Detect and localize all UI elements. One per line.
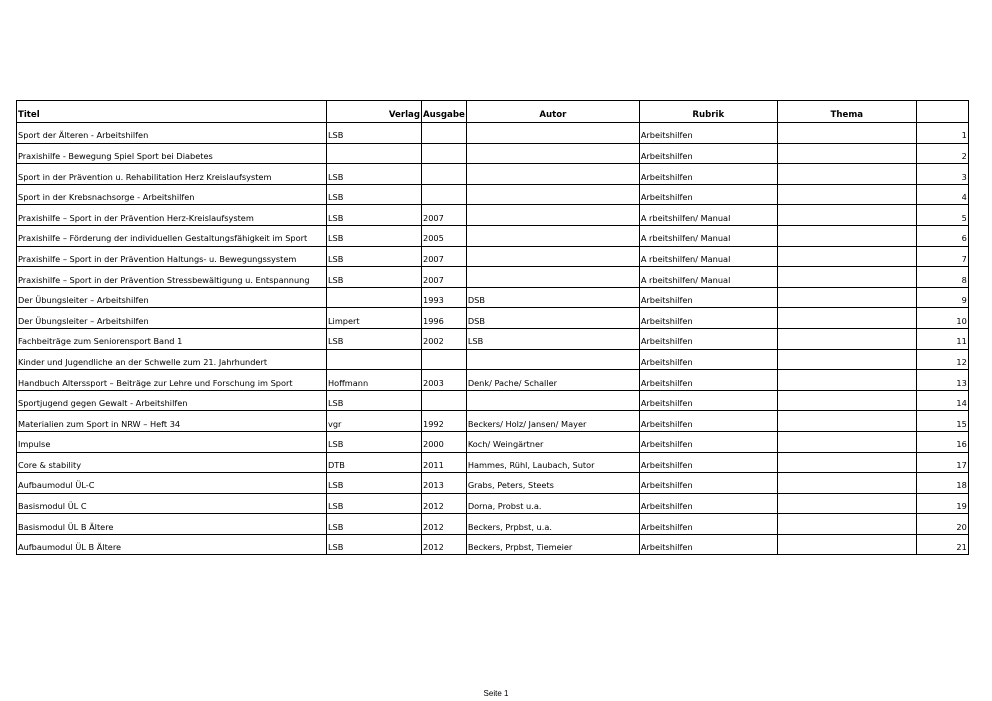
col-header-autor: Autor (466, 101, 639, 123)
cell-rubrik: Arbeitshilfen (639, 349, 777, 370)
cell-rubrik: Arbeitshilfen (639, 493, 777, 514)
cell-title: Der Übungsleiter – Arbeitshilfen (17, 287, 327, 308)
cell-rubrik: Arbeitshilfen (639, 287, 777, 308)
cell-nr: 18 (916, 473, 968, 494)
cell-thema (777, 493, 916, 514)
cell-autor (466, 246, 639, 267)
table-row (17, 184, 969, 205)
cell-title: Kinder und Jugendliche an der Schwelle zum 21. Jahrhundert (17, 349, 327, 370)
cell-rubrik: Arbeitshilfen (639, 534, 777, 555)
cell-title: Der Übungsleiter – Arbeitshilfen (17, 308, 327, 329)
cell-rubrik: A rbeitshilfen/ Manual (639, 205, 777, 226)
cell-nr: 1 (916, 123, 968, 144)
cell-autor (466, 267, 639, 288)
cell-verlag: LSB (327, 267, 422, 288)
cell-verlag: LSB (327, 390, 422, 411)
cell-autor (466, 205, 639, 226)
cell-autor (466, 143, 639, 164)
cell-nr: 8 (916, 267, 968, 288)
cell-nr: 10 (916, 308, 968, 329)
cell-nr: 21 (916, 534, 968, 555)
cell-verlag (327, 287, 422, 308)
cell-nr: 3 (916, 164, 968, 185)
cell-ausgabe: 2012 (422, 493, 467, 514)
cell-autor: Hammes, Rühl, Laubach, Sutor (466, 452, 639, 473)
cell-autor (466, 349, 639, 370)
cell-title: Impulse (17, 431, 327, 452)
table-row (17, 452, 969, 473)
cell-verlag: LSB (327, 493, 422, 514)
cell-thema (777, 287, 916, 308)
cell-verlag: vgr (327, 411, 422, 432)
cell-thema (777, 225, 916, 246)
cell-ausgabe: 2003 (422, 370, 467, 391)
table-row (17, 370, 969, 391)
table-row (17, 349, 969, 370)
cell-rubrik: Arbeitshilfen (639, 308, 777, 329)
cell-autor: Koch/ Weingärtner (466, 431, 639, 452)
cell-nr: 6 (916, 225, 968, 246)
cell-nr: 4 (916, 184, 968, 205)
cell-ausgabe: 2007 (422, 205, 467, 226)
cell-rubrik: Arbeitshilfen (639, 390, 777, 411)
cell-title: Handbuch Alterssport – Beiträge zur Lehre und Forschung im Sport (17, 370, 327, 391)
cell-nr: 14 (916, 390, 968, 411)
cell-title: Sport in der Prävention u. Rehabilitation Herz Kreislaufsystem (17, 164, 327, 185)
cell-autor (466, 184, 639, 205)
cell-title: Aufbaumodul ÜL-C (17, 473, 327, 494)
cell-rubrik: Arbeitshilfen (639, 411, 777, 432)
cell-autor (466, 164, 639, 185)
cell-thema (777, 452, 916, 473)
cell-thema (777, 164, 916, 185)
cell-verlag: Limpert (327, 308, 422, 329)
cell-rubrik: Arbeitshilfen (639, 184, 777, 205)
cell-verlag (327, 349, 422, 370)
cell-ausgabe: 2005 (422, 225, 467, 246)
table-row (17, 164, 969, 185)
cell-title: Sport der Älteren - Arbeitshilfen (17, 123, 327, 144)
cell-rubrik: A rbeitshilfen/ Manual (639, 267, 777, 288)
cell-autor: Beckers/ Holz/ Jansen/ Mayer (466, 411, 639, 432)
cell-verlag (327, 143, 422, 164)
cell-verlag: LSB (327, 328, 422, 349)
cell-rubrik: Arbeitshilfen (639, 473, 777, 494)
cell-thema (777, 534, 916, 555)
cell-verlag: LSB (327, 473, 422, 494)
cell-verlag: LSB (327, 225, 422, 246)
cell-ausgabe: 2012 (422, 534, 467, 555)
cell-nr: 2 (916, 143, 968, 164)
cell-ausgabe: 2002 (422, 328, 467, 349)
cell-autor: DSB (466, 308, 639, 329)
cell-verlag: LSB (327, 164, 422, 185)
cell-autor (466, 390, 639, 411)
cell-rubrik: Arbeitshilfen (639, 431, 777, 452)
cell-thema (777, 431, 916, 452)
cell-autor: LSB (466, 328, 639, 349)
table-row (17, 123, 969, 144)
cell-thema (777, 184, 916, 205)
cell-rubrik: A rbeitshilfen/ Manual (639, 225, 777, 246)
table-row (17, 534, 969, 555)
cell-thema (777, 349, 916, 370)
col-header-ausgabe: Ausgabe (422, 101, 467, 123)
cell-autor (466, 225, 639, 246)
cell-thema (777, 411, 916, 432)
cell-ausgabe: 1992 (422, 411, 467, 432)
table-row (17, 205, 969, 226)
cell-nr: 20 (916, 514, 968, 535)
cell-autor: Dorna, Probst u.a. (466, 493, 639, 514)
table-row (17, 473, 969, 494)
cell-ausgabe: 2013 (422, 473, 467, 494)
cell-title: Praxishilfe – Sport in der Prävention Stressbewältigung u. Entspannung (17, 267, 327, 288)
table-row (17, 143, 969, 164)
table-row (17, 431, 969, 452)
cell-title: Materialien zum Sport in NRW – Heft 34 (17, 411, 327, 432)
cell-nr: 11 (916, 328, 968, 349)
cell-ausgabe: 2007 (422, 267, 467, 288)
cell-rubrik: A rbeitshilfen/ Manual (639, 246, 777, 267)
cell-thema (777, 123, 916, 144)
cell-ausgabe (422, 349, 467, 370)
cell-rubrik: Arbeitshilfen (639, 328, 777, 349)
cell-nr: 17 (916, 452, 968, 473)
col-header-verlag: Verlag (327, 101, 422, 123)
cell-nr: 16 (916, 431, 968, 452)
cell-rubrik: Arbeitshilfen (639, 123, 777, 144)
cell-rubrik: Arbeitshilfen (639, 452, 777, 473)
cell-verlag: LSB (327, 246, 422, 267)
cell-title: Sport in der Krebsnachsorge - Arbeitshilfen (17, 184, 327, 205)
cell-rubrik: Arbeitshilfen (639, 143, 777, 164)
cell-title: Praxishilfe - Bewegung Spiel Sport bei Diabetes (17, 143, 327, 164)
cell-ausgabe: 2000 (422, 431, 467, 452)
cell-verlag: LSB (327, 514, 422, 535)
cell-title: Basismodul ÜL C (17, 493, 327, 514)
cell-thema (777, 473, 916, 494)
cell-autor: Beckers, Prpbst, u.a. (466, 514, 639, 535)
table-row (17, 390, 969, 411)
cell-title: Basismodul ÜL B Ältere (17, 514, 327, 535)
cell-ausgabe: 1996 (422, 308, 467, 329)
cell-ausgabe (422, 184, 467, 205)
cell-rubrik: Arbeitshilfen (639, 164, 777, 185)
cell-verlag: LSB (327, 123, 422, 144)
cell-autor: Beckers, Prpbst, Tiemeier (466, 534, 639, 555)
cell-thema (777, 370, 916, 391)
cell-ausgabe (422, 390, 467, 411)
table-row (17, 411, 969, 432)
cell-title: Praxishilfe – Förderung der individuellen Gestaltungsfähigkeit im Sport (17, 225, 327, 246)
cell-thema (777, 390, 916, 411)
cell-nr: 7 (916, 246, 968, 267)
literature-table (16, 100, 969, 555)
cell-title: Core & stability (17, 452, 327, 473)
table-row (17, 225, 969, 246)
cell-nr: 13 (916, 370, 968, 391)
page-footer: Seite 1 (483, 689, 509, 698)
cell-autor: Denk/ Pache/ Schaller (466, 370, 639, 391)
cell-thema (777, 205, 916, 226)
col-header-rubrik: Rubrik (639, 101, 777, 123)
cell-thema (777, 143, 916, 164)
cell-verlag: Hoffmann (327, 370, 422, 391)
cell-thema (777, 514, 916, 535)
cell-title: Fachbeiträge zum Seniorensport Band 1 (17, 328, 327, 349)
cell-nr: 19 (916, 493, 968, 514)
cell-verlag: LSB (327, 534, 422, 555)
table-row (17, 493, 969, 514)
cell-title: Sportjugend gegen Gewalt - Arbeitshilfen (17, 390, 327, 411)
table-row (17, 287, 969, 308)
cell-thema (777, 246, 916, 267)
cell-nr: 15 (916, 411, 968, 432)
cell-title: Praxishilfe – Sport in der Prävention Herz-Kreislaufsystem (17, 205, 327, 226)
cell-verlag: LSB (327, 184, 422, 205)
cell-rubrik: Arbeitshilfen (639, 370, 777, 391)
table-row (17, 308, 969, 329)
cell-ausgabe (422, 123, 467, 144)
header-row (17, 101, 969, 123)
cell-ausgabe (422, 164, 467, 185)
cell-ausgabe: 2012 (422, 514, 467, 535)
cell-rubrik: Arbeitshilfen (639, 514, 777, 535)
cell-ausgabe: 2007 (422, 246, 467, 267)
col-header-title: Titel (17, 101, 327, 123)
col-header-nr (916, 101, 968, 123)
cell-ausgabe (422, 143, 467, 164)
table-row (17, 267, 969, 288)
cell-thema (777, 308, 916, 329)
cell-verlag: DTB (327, 452, 422, 473)
cell-autor (466, 123, 639, 144)
table-row (17, 246, 969, 267)
table-row (17, 328, 969, 349)
cell-title: Praxishilfe – Sport in der Prävention Haltungs- u. Bewegungssystem (17, 246, 327, 267)
cell-ausgabe: 2011 (422, 452, 467, 473)
cell-verlag: LSB (327, 205, 422, 226)
table-row (17, 514, 969, 535)
cell-thema (777, 267, 916, 288)
cell-nr: 5 (916, 205, 968, 226)
col-header-thema: Thema (777, 101, 916, 123)
cell-autor: DSB (466, 287, 639, 308)
cell-autor: Grabs, Peters, Steets (466, 473, 639, 494)
cell-nr: 9 (916, 287, 968, 308)
cell-title: Aufbaumodul ÜL B Ältere (17, 534, 327, 555)
cell-ausgabe: 1993 (422, 287, 467, 308)
cell-verlag: LSB (327, 431, 422, 452)
cell-nr: 12 (916, 349, 968, 370)
cell-thema (777, 328, 916, 349)
